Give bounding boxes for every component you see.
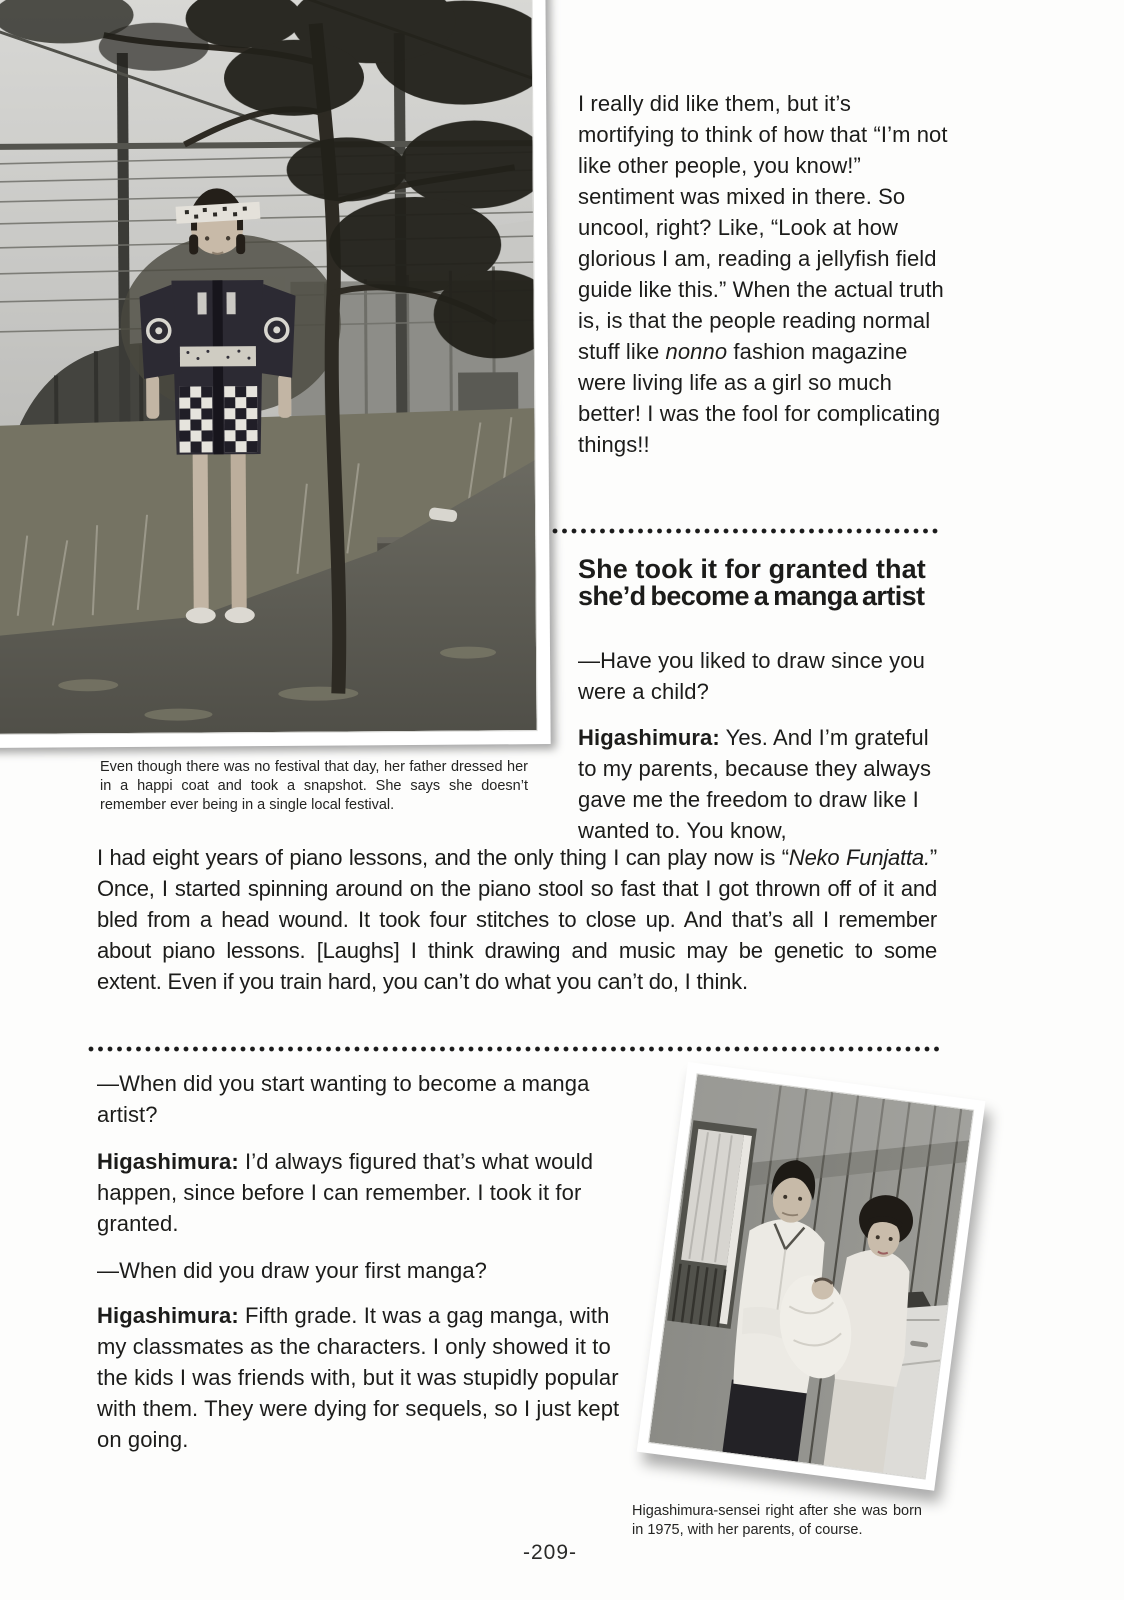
interview-answer-2: Higashimura: I’d always figured that’s what would happen, since before I can remember. I took it for granted. [97,1149,594,1236]
photo-happi-frame [0,0,551,748]
interview-answer-3: Higashimura: Fifth grade. It was a gag manga, with my classmates as the characters. I only showed it to the kids I was friends with, but it was stupidly popular with them. They were dying for sequels, so I just kept on going. [97,1303,620,1452]
section-heading [578,556,958,610]
photo-happi-image [0,0,537,734]
interview-question-2: —When did you start wanting to become a manga artist? [97,1071,590,1127]
section-heading-line-1: She took it for granted that [578,554,926,584]
interview-answer-1: Higashimura: Yes. And I’m grateful to my parents, because they always gave me the freedom to draw like I wanted to. You know, [578,725,932,843]
photo-parents-image [649,1074,973,1478]
dotted-divider-middle [88,1046,940,1052]
interview-question-1: —Have you liked to draw since you were a child? [578,648,925,704]
monologue-paragraph: I really did like them, but it’s mortifying to think of how that “I’m not like other people, you know!” sentiment was mixed in there. So uncool, right? Like, “Look at how glorious I am, reading a jellyfish field guide like this.” When the actual truth is, is that the people reading normal stuff like nonno fashion magazine were living life as a girl so much better! I was the fool for complicating things!! [578,91,948,457]
page-number: -209- [522,1541,578,1564]
photo-happi-caption: Even though there was no festival that day, her father dressed her in a happi coat and took a snapshot. She says she doesn’t remember ever being in a single local festival. [100,759,528,813]
section-heading-line-2: she’d become a manga artist [578,581,925,611]
dotted-divider-top [552,528,938,534]
photo-parents-frame [637,1062,986,1491]
photo-parents-caption: Higashimura-sensei right after she was born in 1975, with her parents, of course. [632,1503,922,1538]
interview-answer-1-continued: I had eight years of piano lessons, and the only thing I can play now is “Neko Funjatta.” Once, I started spinning around on the piano stool so fast that I got thrown off of it and bled from a head wound. It took four stitches to close up. And that’s all I remember about piano lessons. [Laughs] I think drawing and music may be genetic to some extent. Even if you train hard, you can’t do what you can’t do, I think. [97,845,937,994]
interview-question-3: —When did you draw your first manga? [97,1258,487,1283]
